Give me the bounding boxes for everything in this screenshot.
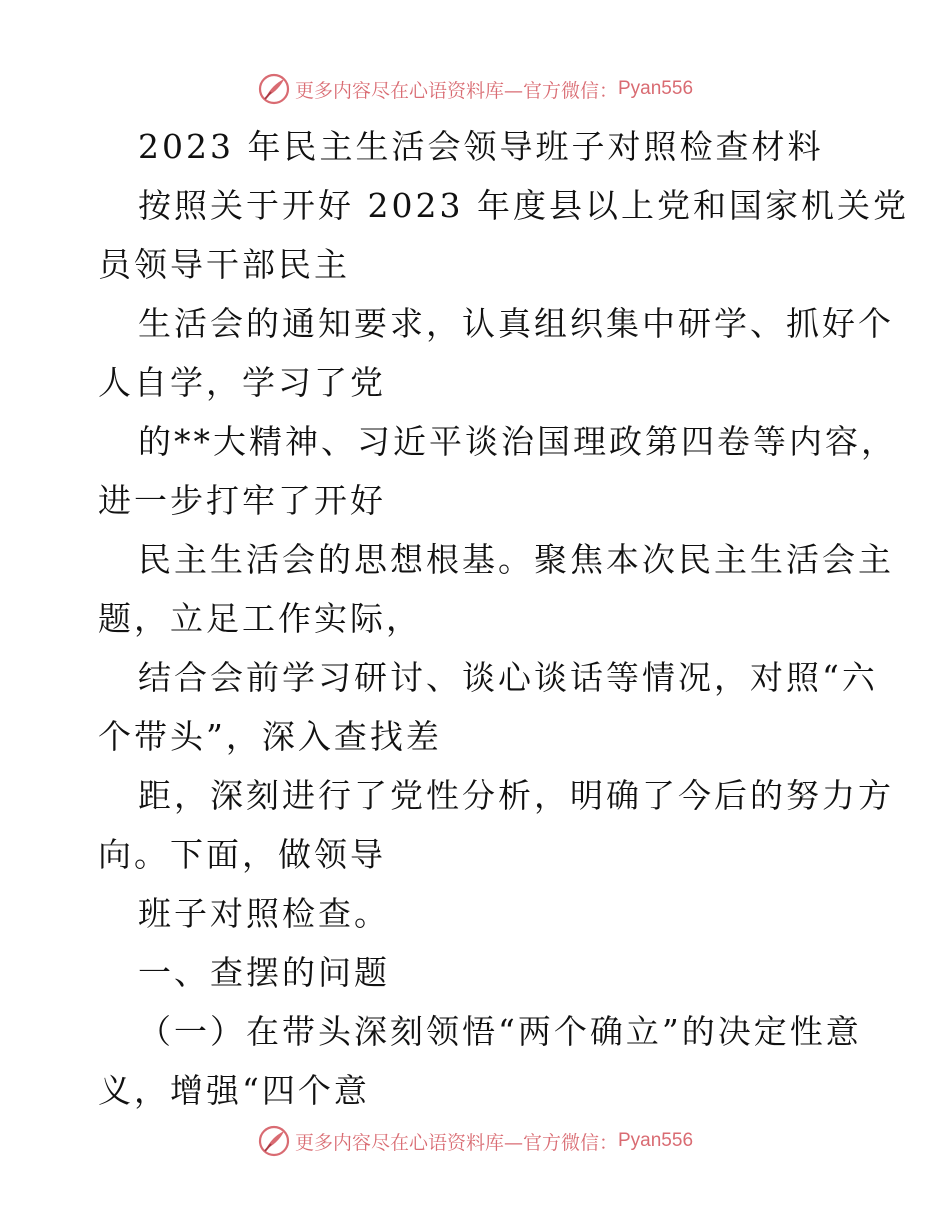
subsection-heading: （一）在带头深刻领悟“两个确立”的决定性意: [138, 1012, 862, 1051]
paragraph-line: 义，增强“四个意: [98, 1071, 370, 1110]
paragraph-line: 结合会前学习研讨、谈心谈话等情况，对照“六: [138, 658, 878, 697]
footer-watermark: [0, 1124, 950, 1158]
watermark-wechat-id: Pyan556: [618, 78, 694, 99]
paragraph-line: 按照关于开好 2023 年度县以上党和国家机关党: [138, 186, 909, 225]
quill-logo-icon: [257, 72, 291, 106]
paragraph-line: 班子对照检查。: [138, 894, 390, 933]
paragraph-line: 题，立足工作实际，: [98, 599, 422, 638]
paragraph-line: 进一步打牢了开好: [98, 481, 386, 520]
watermark-text: 更多内容尽在心语资料库—官方微信：: [294, 1131, 618, 1154]
section-heading: 一、查摆的问题: [138, 953, 390, 992]
watermark-text: 更多内容尽在心语资料库—官方微信：: [294, 79, 618, 102]
paragraph-line: 的**大精神、习近平谈治国理政第四卷等内容，: [138, 422, 897, 461]
document-body: [98, 117, 909, 1120]
paragraph-line: 向。下面，做领导: [98, 835, 386, 874]
paragraph-line: 生活会的通知要求，认真组织集中研学、抓好个: [138, 304, 894, 343]
header-watermark: [0, 72, 950, 106]
paragraph-line: 员领导干部民主: [98, 245, 350, 284]
watermark-wechat-id: Pyan556: [618, 1130, 694, 1151]
quill-logo-icon: [257, 1124, 291, 1158]
document-title: 2023 年民主生活会领导班子对照检查材料: [138, 127, 824, 166]
paragraph-line: 距，深刻进行了党性分析，明确了今后的努力方: [138, 776, 894, 815]
paragraph-line: 个带头”，深入查找差: [98, 717, 442, 756]
paragraph-line: 民主生活会的思想根基。聚焦本次民主生活会主: [138, 540, 894, 579]
paragraph-line: 人自学，学习了党: [98, 363, 386, 402]
